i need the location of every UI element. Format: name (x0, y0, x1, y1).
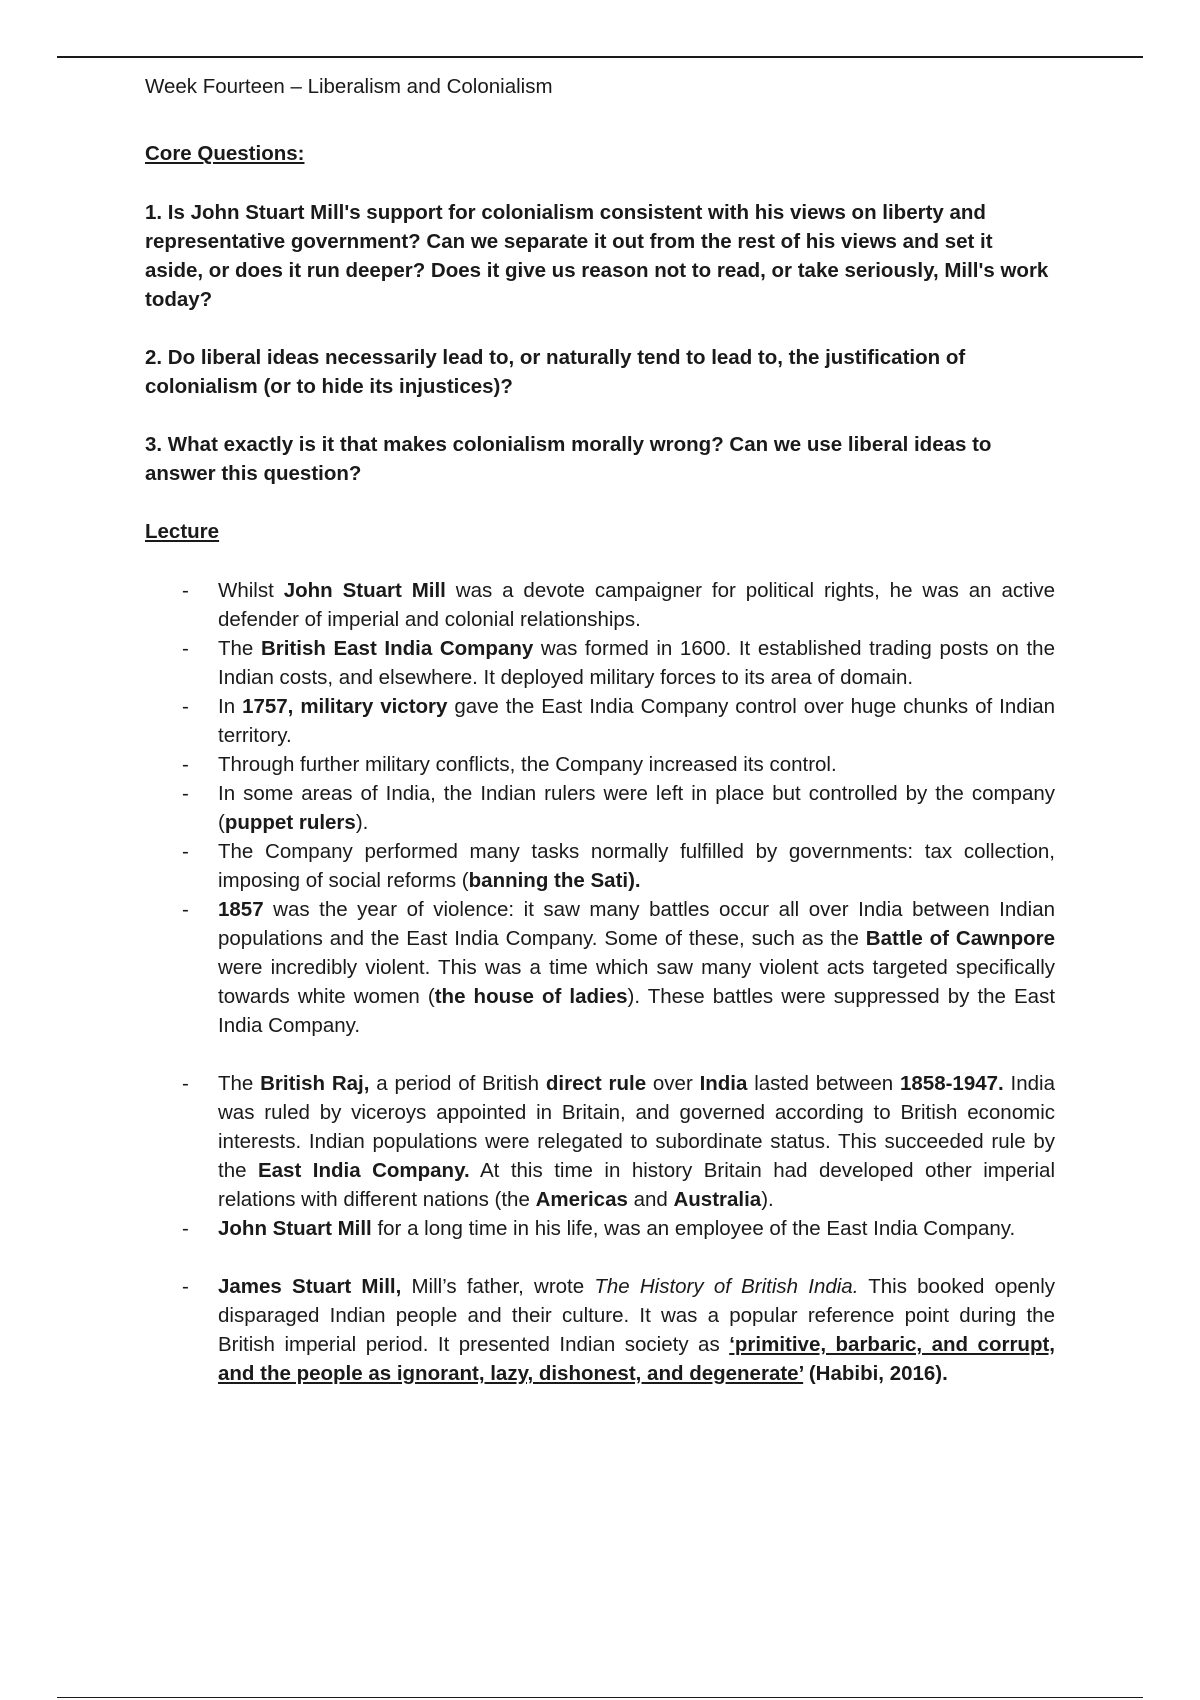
list-item: - James Stuart Mill, Mill’s father, wrote The History of British India. This booked openly disparaged Indian people and their culture. It was a popular reference point during the British imperial period. It presented Indian society as ‘primitive, barbaric, and corrupt, and the people as ignorant, lazy, dishonest, and degenerate’ (Habibi, 2016). (218, 1272, 1055, 1388)
list-item: - 1857 was the year of violence: it saw many battles occur all over India between Indian populations and the East India Company. Some of these, such as the Battle of Cawnpore were incredibly violent. This was a time which saw many violent acts targeted specifically towards white women (the house of ladies). These battles were suppressed by the East India Company. (218, 895, 1055, 1040)
list-item: - In 1757, military victory gave the East India Company control over huge chunks of Indian territory. (218, 692, 1055, 750)
bottom-rule (57, 1697, 1143, 1698)
list-item: - In some areas of India, the Indian rulers were left in place but controlled by the company (puppet rulers). (218, 779, 1055, 837)
core-question-3: 3. What exactly is it that makes colonialism morally wrong? Can we use liberal ideas to answer this question? (145, 433, 992, 485)
list-item: - The British East India Company was formed in 1600. It established trading posts on the Indian costs, and elsewhere. It deployed military forces to its area of domain. (218, 634, 1055, 692)
top-rule (57, 56, 1143, 58)
core-question-1: 1. Is John Stuart Mill's support for colonialism consistent with his views on liberty and representative government? Can we separate it out from the rest of his views and set it aside, or does it run deeper? Does it give us reason not to read, or take seriously, Mill's work today? (145, 201, 1049, 311)
core-question-2: 2. Do liberal ideas necessarily lead to, or naturally tend to lead to, the justification of colonialism (or to hide its injustices)? (145, 346, 966, 398)
list-item: - Whilst John Stuart Mill was a devote campaigner for political rights, he was an active defender of imperial and colonial relationships. (218, 576, 1055, 634)
list-item: - The British Raj, a period of British direct rule over India lasted between 1858-1947. India was ruled by viceroys appointed in Britain, and governed according to British economic interests. Indian populations were relegated to subordinate status. This succeeded rule by the East India Company. At this time in history Britain had developed other imperial relations with different nations (the Americas and Australia). (218, 1069, 1055, 1214)
lecture-heading: Lecture (145, 520, 220, 543)
core-questions-heading: Core Questions: (145, 142, 305, 165)
lecture-notes-list (145, 576, 1055, 1388)
page-title: Week Fourteen – Liberalism and Colonialism (145, 75, 553, 98)
list-item: - Through further military conflicts, the Company increased its control. (218, 750, 1055, 779)
list-item: - John Stuart Mill for a long time in his life, was an employee of the East India Company. (218, 1214, 1055, 1243)
document-page (145, 72, 1055, 1388)
list-item: - The Company performed many tasks normally fulfilled by governments: tax collection, imposing of social reforms (banning the Sati). (218, 837, 1055, 895)
